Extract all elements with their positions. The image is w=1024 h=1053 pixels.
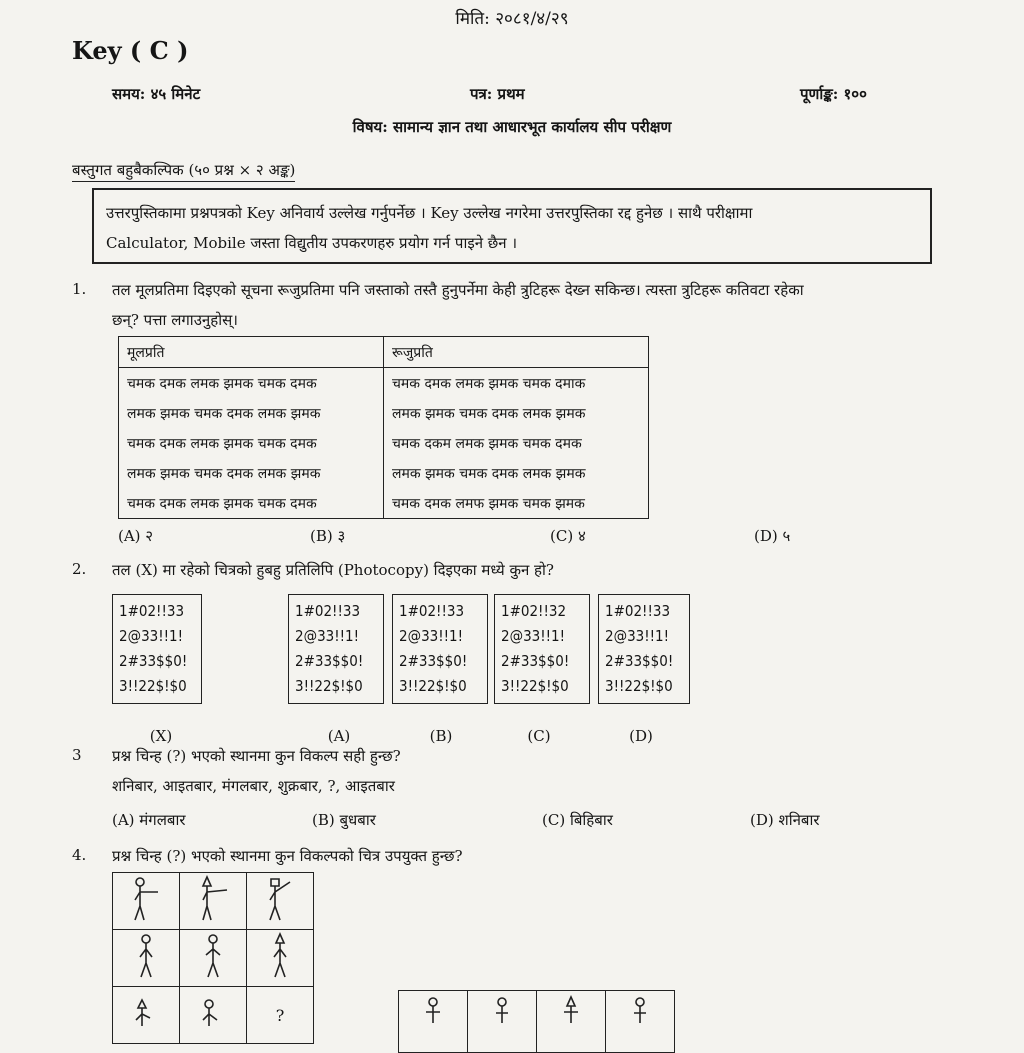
figure-line: 3!!22$!$0 [295,677,363,695]
stick-figure-icon [487,995,517,1023]
table-row [119,428,649,458]
table-header-row [119,337,649,368]
grid-cell [113,987,180,1044]
figure-box-x [112,594,202,704]
question-3-number: 3 [72,746,82,764]
question-1-option-c: (C) ४ [550,527,586,545]
figure-line: 1#02!!33 [605,602,671,620]
answer-figure-cell [468,991,537,1053]
figure-line: 1#02!!33 [295,602,361,620]
comparison-table [118,336,649,519]
copy-cell: लमक झमक चमक दमक लमक झमक [384,398,649,428]
figure-box-b [392,594,488,704]
copy-cell: चमक दकम लमक झमक चमक दमक [384,428,649,458]
figure-label-x: (X) [149,727,173,745]
question-1-option-d: (D) ५ [754,527,791,545]
stick-figure-icon [260,874,300,924]
figure-box-a [288,594,384,704]
figure-line: 3!!22$!$0 [605,677,673,695]
original-cell: चमक दमक लमक झमक चमक दमक [119,428,384,458]
answer-figure-cell [606,991,675,1053]
figure-line: 2@33!!1! [119,627,184,645]
table-row [119,488,649,519]
copy-cell: चमक दमक लमक झमक चमक दमाक [384,368,649,399]
instructions-box [92,188,932,264]
figure-line: 3!!22$!$0 [399,677,467,695]
figure-box-d [598,594,690,704]
copy-cell: लमक झमक चमक दमक लमक झमक [384,458,649,488]
question-1-text: तल मूलप्रतिमा दिइएको सूचना रूजुप्रतिमा पनि जस्ताको तस्तै हुनुपर्नेमा केही त्रुटिहरू देख्न सकिन्छ। त्यस्ता त्रुटिहरू कतिवटा रहेका [112,281,804,299]
question-2-number: 2. [72,560,87,578]
figure-line: 2@33!!1! [399,627,464,645]
figure-line: 1#02!!33 [399,602,465,620]
table-row [119,398,649,428]
figure-line: 1#02!!32 [501,602,567,620]
figure-box-c [494,594,590,704]
question-2-text: तल (X) मा रहेको चित्रको हुबहु प्रतिलिपि (Photocopy) दिइएका मध्ये कुन हो? [112,561,554,579]
table-row [119,458,649,488]
figure-grid [112,872,314,1044]
stick-figure-icon [260,931,300,981]
column-header-original: मूलप्रति [119,337,384,368]
original-cell: लमक झमक चमक दमक लमक झमक [119,458,384,488]
stick-figure-icon [126,931,166,981]
stick-figure-icon [126,874,166,924]
grid-cell [180,987,247,1044]
question-3-option-a: (A) मंगलबार [112,811,186,829]
grid-cell [113,930,180,987]
section-title: बस्तुगत बहुबैकल्पिक (५० प्रश्न × २ अङ्क) [72,160,295,182]
copy-cell: चमक दमक लमफ झमक चमक झमक [384,488,649,519]
figure-label-b: (B) [429,727,453,745]
figure-line: 3!!22$!$0 [501,677,569,695]
figure-label-c: (C) [527,727,551,745]
question-3-text: प्रश्न चिन्ह (?) भएको स्थानमा कुन विकल्प सही हुन्छ? [112,747,401,765]
stick-figure-icon [193,996,233,1030]
instructions-line: Calculator, Mobile जस्ता विद्युतीय उपकरणहरु प्रयोग गर्न पाइने छैन । [106,234,518,252]
stick-figure-icon [193,874,233,924]
figure-line: 2@33!!1! [605,627,670,645]
question-4-number: 4. [72,846,87,864]
column-header-copy: रूजुप्रति [384,337,649,368]
answer-figure-cell [399,991,468,1053]
question-4-text: प्रश्न चिन्ह (?) भएको स्थानमा कुन विकल्पको चित्र उपयुक्त हुन्छ? [112,847,463,865]
stick-figure-icon [126,996,166,1030]
figure-line: 2#33$$0! [501,652,570,670]
grid-cell [247,873,314,930]
figure-line: 2#33$$0! [119,652,188,670]
grid-cell [247,930,314,987]
stick-figure-icon [418,995,448,1023]
question-3-option-c: (C) बिहिबार [542,811,613,829]
table-row [119,368,649,399]
original-cell: चमक दमक लमक झमक चमक दमक [119,368,384,399]
original-cell: चमक दमक लमक झमक चमक दमक [119,488,384,519]
grid-cell [180,873,247,930]
exam-time: समय: ४५ मिनेट [112,85,201,103]
exam-paper: पत्र: प्रथम [470,85,525,103]
exam-subject: विषय: सामान्य ज्ञान तथा आधारभूत कार्यालय सीप परीक्षण [352,118,672,136]
figure-label-a: (A) [327,727,351,745]
question-mark: ? [275,1005,285,1025]
figure-line: 2#33$$0! [605,652,674,670]
question-3-option-b: (B) बुधबार [312,811,376,829]
question-1-option-a: (A) २ [118,527,154,545]
question-3-series: शनिबार, आइतबार, मंगलबार, शुक्रबार, ?, आइतबार [112,777,395,795]
full-marks: पूर्णाङ्क: १०० [800,85,867,103]
grid-cell-question [247,987,314,1044]
answer-figures [398,990,675,1053]
question-1-option-b: (B) ३ [310,527,346,545]
stick-figure-icon [625,995,655,1023]
figure-line: 2#33$$0! [295,652,364,670]
exam-date: मिति: २०८१/४/२९ [455,9,569,29]
answer-figure-cell [537,991,606,1053]
grid-cell [113,873,180,930]
instructions-line: उत्तरपुस्तिकामा प्रश्नपत्रको Key अनिवार्य उल्लेख गर्नुपर्नेछ । Key उल्लेख नगरेमा उत्तरपुस्तिका रद्द हुनेछ । साथै परीक्षामा [106,204,753,222]
question-1-number: 1. [72,280,87,298]
question-3-option-d: (D) शनिबार [750,811,820,829]
stick-figure-icon [193,931,233,981]
figure-line: 3!!22$!$0 [119,677,187,695]
original-cell: लमक झमक चमक दमक लमक झमक [119,398,384,428]
grid-cell [180,930,247,987]
answer-key-label: Key ( C ) [72,36,189,65]
question-1-text-continued: छन्? पत्ता लगाउनुहोस्। [112,311,238,329]
figure-line: 2@33!!1! [501,627,566,645]
figure-line: 2@33!!1! [295,627,360,645]
figure-line: 1#02!!33 [119,602,185,620]
stick-figure-icon [556,995,586,1023]
figure-label-d: (D) [629,727,653,745]
figure-line: 2#33$$0! [399,652,468,670]
